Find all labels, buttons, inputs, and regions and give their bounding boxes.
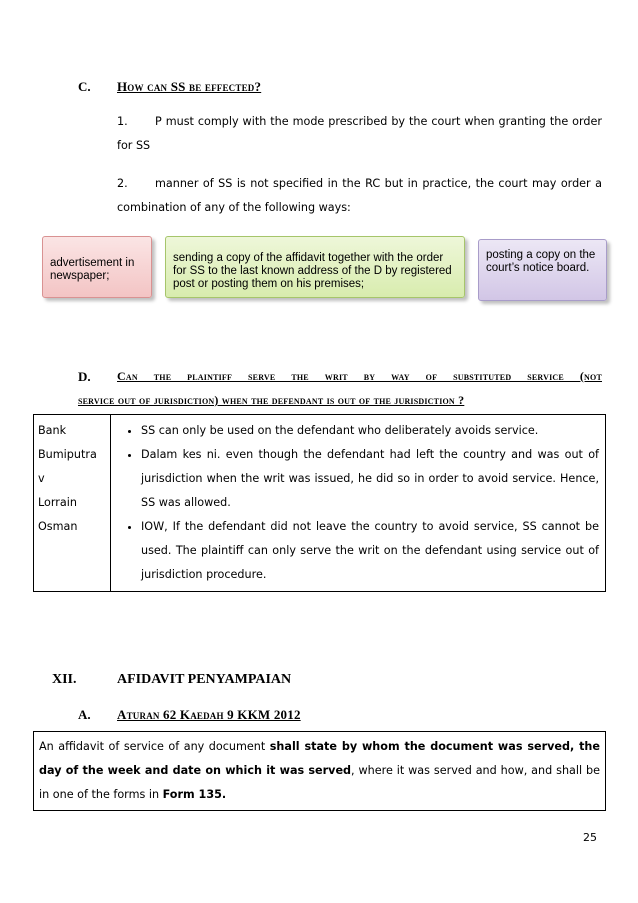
list-item: • IOW, If the defendant did not leave the country to avoid service, SS cannot be used. The plaintiff can only serve the writ on the defendant using service out of jurisdiction procedure. — [141, 515, 599, 587]
rule-text-part1: An affidavit of service of any document — [39, 740, 270, 753]
rule-text-part2: , where it was served and how, and shall be in one of the forms in — [39, 764, 600, 801]
section-a-letter: A. — [78, 707, 91, 722]
item-1-text: P must comply with the mode prescribed by the court when granting the order for SS — [117, 115, 602, 152]
item-2-text: manner of SS is not specified in the RC but in practice, the court may order a combination of any of the following ways: — [117, 177, 602, 214]
item-1 — [117, 110, 602, 158]
page-number: 25 — [583, 831, 597, 844]
way-notice-board-box — [478, 239, 607, 301]
list-item: • SS can only be used on the defendant who deliberately avoids service. — [141, 419, 599, 443]
section-c-title: How can SS be effected? — [117, 79, 262, 94]
rule-text-bold1: shall state by whom the document was served, the day of the week and date on which it was served — [39, 740, 600, 777]
item-1-number: 1. — [117, 115, 128, 128]
section-a-title: Aturan 62 Kaedah 9 KKM 2012 — [117, 707, 301, 722]
way-notice-board-text: posting a copy on the court’s notice board. — [486, 249, 596, 274]
list-item: • Dalam kes ni. even though the defendant had left the country and was out of jurisdiction when the writ was issued, he did so in order to avoid service. Hence, SS was allowed. — [141, 443, 599, 515]
section-xii-number: XII. — [52, 672, 77, 687]
case-name-line: Bank — [38, 424, 67, 437]
case-table — [33, 414, 606, 592]
rule-text-box — [33, 731, 606, 811]
way-advertisement-box — [42, 236, 152, 298]
case-name-line: v — [38, 472, 45, 485]
table-row — [34, 415, 606, 592]
case-points-list — [117, 419, 599, 587]
case-name-line: Lorrain — [38, 496, 77, 509]
case-points-cell — [111, 415, 606, 592]
case-name-cell — [34, 415, 111, 592]
item-2 — [117, 172, 602, 220]
section-xii-title: AFIDAVIT PENYAMPAIAN — [117, 672, 292, 687]
section-d-title-line1: Can the plaintiff serve the writ by way of substituted service (not — [117, 369, 602, 383]
rule-text-bold2: Form 135. — [162, 788, 227, 801]
section-d-letter: D. — [78, 369, 91, 384]
section-d-title-line2: service out of jurisdiction) when the defendant is out of the jurisdiction ? — [78, 393, 465, 407]
way-advertisement-text: advertisement in newspaper; — [50, 257, 135, 282]
case-name-line: Bumiputra — [38, 448, 97, 461]
way-affidavit-post-text: sending a copy of the affidavit together with the order for SS to the last known address of the D by registered post or posting them on his premises; — [173, 252, 452, 290]
item-2-number: 2. — [117, 177, 128, 190]
section-c-letter: C. — [78, 79, 91, 94]
case-name-line: Osman — [38, 520, 78, 533]
way-affidavit-post-box — [165, 236, 465, 298]
